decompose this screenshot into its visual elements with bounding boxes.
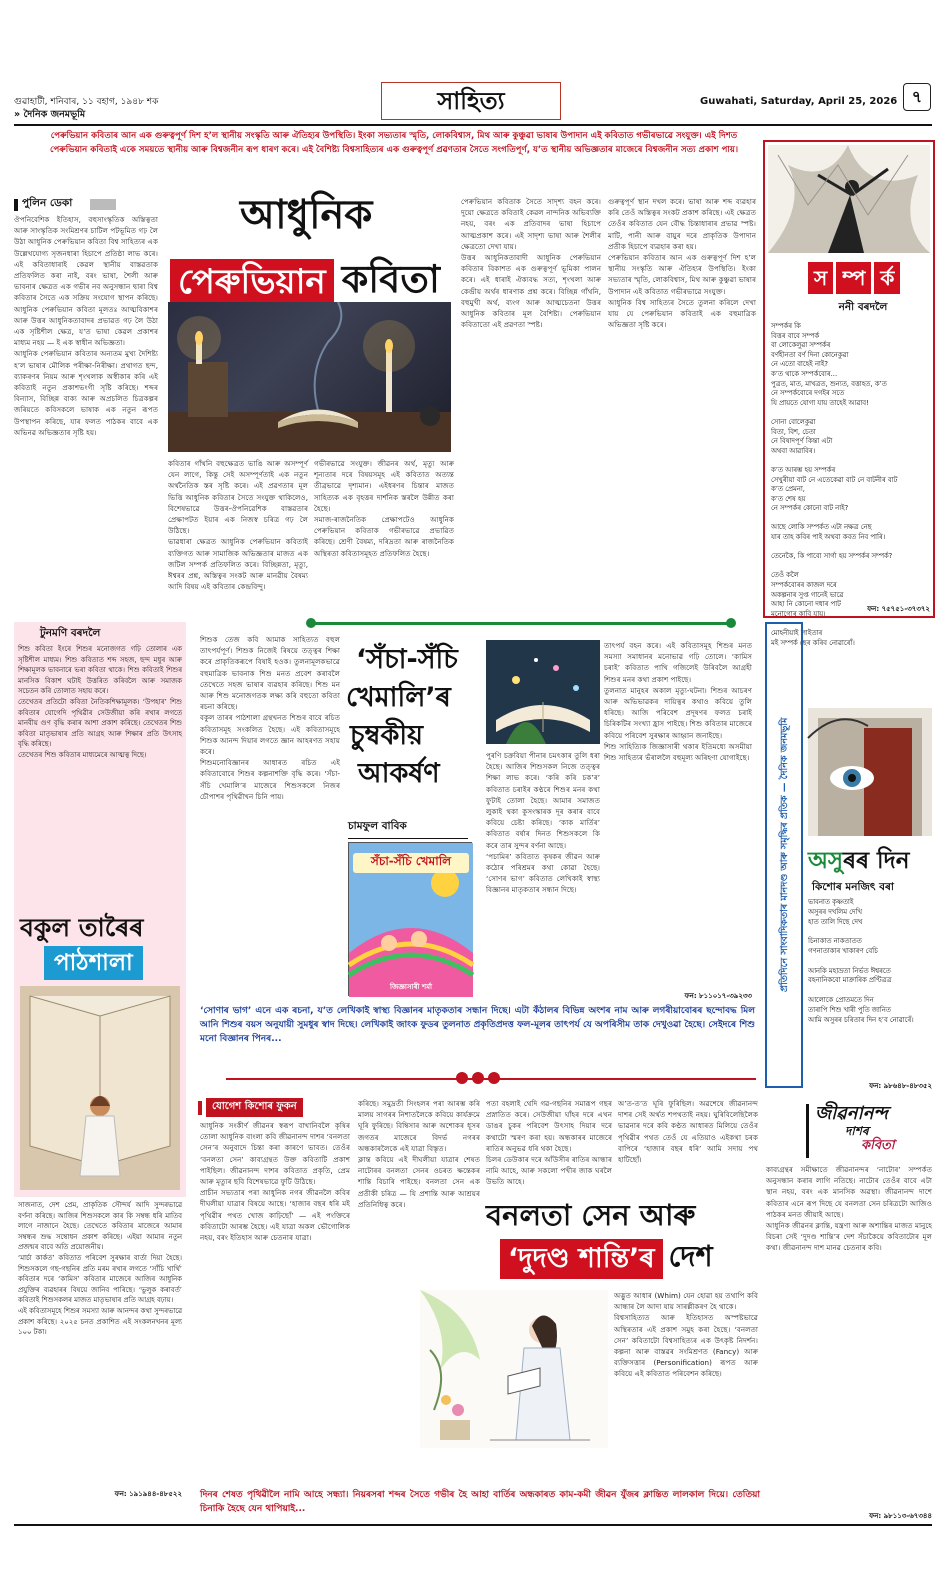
article3-col6: কাব্যগ্ৰন্থৰ সমীক্ষাতে জীৱনানন্দৰ ‘নাটোৰ’ সম্পৰ্কত অনুসন্ধান কৰাৰ লাগি নতিছে। নাটোৰ তেওঁৰ বাবে এটা স্থান নহয়, বৰং এক মানসিক অৱস্থা। জীৱনানন্দ দাশে কবিতাৰ এনে ৰূপ দিছে যে বনলতা সেন চৰিত্ৰটো আজিও পাঠকৰ মনত জীয়াই আছে। আধুনিক জীৱনৰ ক্লান্তি, যন্ত্ৰণা আৰু অশান্তিৰ মাজত মানুহে বিচৰা সেই ‘দুদণ্ড শান্তি’ৰ দেশ সঁচাকৈয়ে কবিতাটোৰ মূল কথা। জীৱনানন্দ দাশ মানৱ চেতনাৰ কবি। — [766, 1165, 932, 1253]
article3-illustration — [420, 1290, 608, 1448]
sampark-title — [808, 262, 900, 294]
article1-title-highlight: পেৰুভিয়ান — [170, 259, 334, 305]
article3-title2-row — [500, 1234, 713, 1283]
sampark-title-part3: ৰ্ক — [874, 262, 900, 294]
book-cover-title: সঁচা-সঁচি খেমালি — [353, 853, 469, 873]
article2-col3: সাজনাত, দেশ প্ৰেম, প্ৰাকৃতিক সৌন্দৰ্য আদি সুন্দৰভাৱে বৰ্ণনা কৰিছে। আজিৰ শিশুসকলে কাৰ কি সম্বন্ধ ধৰি মাতিব লাগে নাজানে হৈছে। তেখেতে কবিতাৰ মাজেৰে আমাৰ সম্বন্ধৰ শুদ্ধ সম্বোধন প্ৰকাশ কৰিছে। এইয়া আমাৰ নতুন প্ৰজন্মৰ বাবে অতি প্ৰয়োজনীয়। ‘মাৰ্চা কাৰ্কত’ কবিতাত পৰিবেশ সুৰক্ষাৰ বাৰ্তা দিয়া হৈছে। শিশুসকলে গছ-গছনিৰ প্ৰতি মৰম ৰখাৰ লগতে ‘সাঁচি খাৰ্থি’ কবিতাৰ দৰে ‘কামিস’ কবিতাৰ মাজেৰে আজিৰ আধুনিক প্ৰযুক্তিৰ ব্যৱহাৰৰ বিষয়ে জানিব পাৰিছে। ‘ভুলুক কৰাবৰ্ত’ কবিতাই শিশুসকলৰ মাজত মাতৃভাষাৰ প্ৰতি আগ্ৰহ বঢ়ায়। এই কবিতাসমূহে শিশুৰ সমস্যা আৰু আনন্দৰ কথা সুন্দৰভাৱে প্ৰকাশ কৰিছে। ২০২৫ চনত প্ৰকাশিত এই সংকলনখনৰ মূল্য ১০০ টকা। — [18, 1201, 182, 1337]
dancer-image — [768, 145, 930, 253]
sampark-phone: ফন: ৭৫৭৫১-৩৭৩৭২ — [867, 605, 930, 613]
asur-title — [808, 842, 909, 881]
sancha-byline — [348, 814, 468, 839]
sancha-phone: ফন: ৮১১০১৭-৩৯২৩৩ — [684, 992, 752, 1000]
vertical-ad-text: প্ৰতিদিনে সাংবাদিকতাৰ মানদণ্ড আৰু সমৃদ্ধিৰ প্ৰতিক — দৈনিক জনমভূমি — [778, 717, 790, 993]
intro-text: পেৰুভিয়ান কবিতাৰ আন এক গুৰুত্বপূৰ্ণ দিশ হ’ল স্থানীয় সংস্কৃতি আৰু ঐতিহ্যৰ উপস্থিতি। ইংকা সভ্যতাৰ স্মৃতি, লোকবিশ্বাস, মিথ আৰু কুঞ্চুৱা ভাষাৰ উপাদান এই কবিতাত গভীৰভাৱে সংযুক্ত। এই দিশত পেৰুভিয়ান কবিতাই একে সময়তে স্থানীয় আৰু বিশ্বজনীন ৰূপ ধাৰণ কৰে। এই বৈশিষ্ট্য বিশ্বসাহিত্যৰ এক গুৰুত্বপূৰ্ণ প্ৰৱণতাৰ সৈতে সংগতিপূৰ্ণ, য’ত স্থানীয় অভিজ্ঞতাৰ মাজেৰে বিশ্বজনীন সত্য প্ৰকাশ পায়। — [49, 131, 739, 155]
article1-byline — [14, 196, 116, 213]
article3-col3: পতা বহলাই থেদি গৱ-গছনিৰ সমারূপ গছৰ প্ৰস্নাতিত কৰে। সেউজীয়া ঘাঁহৰ দৰে এখন ডাঙৰ চুকৰ পৰিবেশ উৎসাহ দিয়াৰ দৰে কথাটো স্মৰণ কৰা হয়। অন্ধকাৰৰ মাজেৰে ৰাতিৰ অনুভৱ ধৰি থকা হৈছে। চিলৰ ডেউকাৰ দৰে আঁউসীৰ ৰাতিৰ আন্ধাৰ নামি আহে, আৰু সকলো পখীৰ জাক ঘৰলৈ উভতি আহে। — [486, 1099, 612, 1187]
article3-phone: ফন: ৯৮১১৩-৬৭৩৪৪ — [869, 1512, 932, 1520]
article1-illustration — [168, 302, 451, 452]
article2-col2: শিশুক তেজ কবি আমাক সাহিত্যত বহুল তাৎপৰ্যপূৰ্ণ। শিশুক নিজেই ৰিষয়ে তত্ত্বৰ শিক্ষা কৰে প্ৰাকৃতিকৰূপে বিষাই হওক। তুলনামূলকভাৱে বহুমাত্ৰিক ভাবনাক শিশু মনত প্ৰবেশ কৰাবলৈ তেখেতে সহজ ভাষাৰ ব্যৱহাৰ কৰিছে। শিশু মন আৰু শিশু মনোজগতক লক্ষ্য কৰি বহুতো কবিতা ৰচনা কৰিছে। বকুল তাৰৰ পাঠশালা গ্ৰন্থখনত শিশুৰ বাবে ৰচিত কবিতাসমূহ সংকলিত হৈছে। এই কবিতাসমূহে শিশুক আনন্দ দিয়াৰ লগতে জ্ঞান আহৰণত সহায় কৰে। শিশুমনোবিজ্ঞানৰ আধাৰত ৰচিত এই কবিতাবোৰে শিশুৰ কল্পনাশক্তি বৃদ্ধি কৰে। ‘সঁচা-সঁচি খেমালি’ৰ মাজেৰে শিশুসকলে নিজৰ চৌপাশৰ পৃথিৱীখন চিনি পায়। — [200, 635, 340, 801]
article1-title-word2: কবিতা — [341, 257, 440, 301]
asur-poem: ভাবনাত কৃষ্ণতাই অসুৰৰ দখলিম দেখি হাত তালি দিছে দেখ চিনাকাত নাকতাতত গণনাতাকাৰ খাকাৰণ বেচি আনকি মহাভ্ৰতা নিৰ্ভত ঈশ্বৰতে বহনানিকবো মাক্ৰাৰিক প্ৰণ্টিত্ৰত্ৰ আলোকে প্ৰোতমতে দিন তাৰাপি শিশু খাৰী পুতি জানিত আমি অসুৰৰ চৰিতাৰ দিন হ’ব নোৱাৰেঁ। — [808, 898, 914, 1024]
page-number: ৭ — [903, 83, 931, 111]
fairy-book-image — [486, 640, 600, 744]
article3-col4: অ’ত-ত’ত ঘূৰি ফুৰিছিল। অৱশেষে জীৱনানন্দ দাশৰ সেই অৰ্থত শপথতাই নহয়। ঘুৰিবিলেছিলৈক ভাৱনাৰ দৰে কবি কণ্ঠত আধাৰত মিলিয়ে তেওঁৰ পৃথিৱীৰ পথত তেওঁ যে এতিয়াও এইকথা চৰক বাপিৰে ‘হাজাৰ বছৰ ধৰি’ আমি সদায় পথ হাটিছোঁ। — [618, 1099, 758, 1165]
red-dot-3 — [488, 1072, 500, 1084]
green-divider-dot-left — [306, 618, 316, 628]
sancha-col1: পুৰণি চক্ৰবিয়া পীনাৰ চমৎকাৰ তুলি ধৰা হৈছে। আজিৰ শিশুসকল নিজে তত্ত্বৰ শিক্ষা লাভ কৰে। ‘কৰি কৰি চক’ৰ’ কবিতাত চৰাইৰ কণ্ঠৰে শিশুৰ মনৰ কথা ফুটাই তোলা হৈছে। আমাৰ সমাজত লুকাই থকা কুসংস্কাৰক দূৰ কৰাৰ বাবে কবিয়ে চেষ্টা কৰিছে। ‘কাক মাৰ্তিৰ’ কবিতাত বৰ্ষাৰ দিনত শিশুসকলে কি কৰে তাৰ সুন্দৰ বৰ্ণনা আছে। ‘পচামিৰ’ কবিতাত কৃষকৰ জীৱন আৰু কঠোৰ পৰিশ্ৰমৰ কথা কোৱা হৈছে। ‘সোণৰ ভাগ’ কবিতাত লেখিকাই স্বাস্থ্য বিজ্ঞানৰ মাতৃকতাৰ সন্ধান দিছে। — [486, 751, 600, 895]
sampark-title-part1: স — [808, 262, 833, 294]
article3-col5: অদ্ভুত আধাৰ (Whim) যেন হোৱা হয় তথাপি কবি আন্ধাৰ লৈ আদা যায় সাৰল্লীকৰণ হৈ থাকে। বিশ্বসাহিত্যত আৰু ইতিহাসত অস্পষ্টভাৱে অস্থিৰতাৰ এই প্ৰকাশ সমুহ কৰা হৈছে। ‘বনলতা সেন’ কবিতাটো বিশ্বসাহিত্যৰ এক উৎকৃষ্ট নিদৰ্শন। কল্পনা আৰু বাস্তৱৰ সংমিশ্ৰণত (Fancy) আৰু ব্যক্তিসত্তাৰ (Personification) ৰূপত আৰু কবিয়ে এই কবিতাত পৰিবেশন কৰিছে। — [614, 1291, 758, 1379]
article1-col3: গভীৰভাৱে সংযুক্ত। জীৱনৰ অৰ্থ, মৃত্যু আৰু শূন্যতাৰ দৰে বিষয়সমূহ এই কবিতাত অত্যন্ত তীব্ৰভাৱে দৃশ্যমান। এইধৰণৰ চিন্তাৰ মাজত সাহিত্যক এক বৃহত্তৰ দাৰ্শনিক স্তৰলৈ উন্নীত কৰা হৈছে। সমাজ-ৰাজনৈতিক প্ৰেক্ষাপটেও আধুনিক পেৰুভিয়ান কবিতাক গভীৰভাৱে প্ৰভাৱিত কৰিছে। শ্ৰেণী বৈষম্য, দৰিদ্ৰতা আৰু ৰাজনৈতিক অস্থিৰতা কবিতাসমূহত প্ৰতিফলিত হৈছে। — [314, 459, 454, 558]
sancha-illustration — [486, 640, 600, 744]
paper-name-text: দৈনিক জনমভূমি — [23, 109, 86, 120]
sancha-title1: ‘সঁচা-সঁচি — [356, 644, 458, 675]
green-divider-dot-right — [726, 618, 736, 628]
article2-illustration — [20, 986, 180, 1190]
article2-title2: পাঠশালা — [44, 946, 143, 980]
byline-red-mark-icon — [198, 1101, 202, 1115]
book-cover — [348, 842, 472, 996]
article2-byline — [40, 626, 100, 643]
vertical-ad — [765, 622, 803, 1088]
asur-title-green: অসু — [808, 848, 844, 874]
article3-col1: আধুনিক সংকীৰ্ণ জীৱনৰ স্বৰূপ বাখানিবলৈ কৃষিৰ তোলা আধুনিক বাংলা কবি জীৱনানন্দ দাশৰ ‘বনলতা সেন’ৰ অনুবাদে চিন্তা কৰা কাৰণে ভাবত। তেওঁৰ ‘বনলতা সেন’ কাব্যগ্ৰন্থত উক্ত কবিতাটি প্ৰকাশ পাইছিল। জীৱনানন্দ দাশৰ কবিতাত প্ৰকৃতি, প্ৰেম আৰু মৃত্যুৰ ছবি বিশেষভাৱে ফুটি উঠিছে। প্ৰাচীন সভ্যতাৰ পৰা আধুনিক নগৰ জীৱনলৈ কবিৰ দীঘলীয়া যাত্ৰাৰ বিষয়ে আছে। ‘হাজাৰ বছৰ ধৰি মই পৃথিৱীৰ পথত খোজ কাঢ়িছোঁ’ — এই পংক্তিৰে কবিতাটো আৰম্ভ হৈছে। এই যাত্ৰা অকল ভৌগোলিক নহয়, বৰং ইতিহাস আৰু চেতনাৰ যাত্ৰা। — [200, 1121, 350, 1243]
section-title: সাহিত্য — [381, 82, 561, 120]
sancha-col2: তাৎপৰ্য বহন কৰে। এই কবিতাসমূহ শিশুৰ মনত সমস্যা সমাধানৰ মনোভাৱ গঢ়ি তোলে। ‘কামিস চৰাই’ কবিতাত পাখি গজিলেই উৰিবলৈ আগ্ৰহী শিশুৰ মনৰ কথা প্ৰকাশ পাইছে। তুলনাত মানুহৰ অকাল মৃত্যু-ঘটনা। শিশুৰ আচৰণ আৰু অভিভাৱকৰ দায়িত্বৰ কথাও কবিয়ে তুলি ধৰিছে। আজি পৰিবেশ প্ৰদূষণৰ ফলত চৰাই চিৰিকটিৰ সংখ্যা হ্ৰাস পাইছে। শিশু কবিতাৰ মাজেৰে কবিয়ে পৰিবেশ সুৰক্ষাৰ আহ্বান জনাইছে। শিশু সাহিত্যিক জিজ্ঞাসাৰী থকাৰ ইতিমধ্যে অসমীয়া শিশু সাহিত্যৰ ভঁৰাললৈ বহুমূল্য অৰিহণা যোগাইছে। — [604, 641, 752, 763]
bottom-quote: দিনৰ শেষত পৃথিৱীলৈ নামি আহে সন্ধ্যা। নিয়ৰসৰা শব্দৰ সৈতে গভীৰ হৈ আহা বাৰ্তিৰ অন্ধকাৰত কাম-কমী জীৱন যুঁজৰ ক্লান্তিত লালকাল দিয়ে। তেতিয়া চিনাকি হৈছে যেন থাপিয়াই... — [200, 1490, 760, 1514]
sampark-illustration — [768, 145, 930, 253]
article1-col5: গুৰুত্বপূৰ্ণ স্থান দখল কৰে। ভাষা আৰু শব্দ ব্যৱহাৰ কৰি তেওঁ অস্তিত্বৰ সংকট প্ৰকাশ কৰিছে। এই ক্ষেত্ৰত তেওঁৰ কবিতাত যেন বৌদ্ধ চিন্তাধাৰাৰ প্ৰভাৱ স্পষ্ট। মাটি, পানী আৰু বায়ুৰ দৰে প্ৰাকৃতিক উপাদান প্ৰতীক হিচাপে ব্যৱহাৰ কৰা হয়। পেৰুভিয়ান কবিতাৰ আন এক গুৰুত্বপূৰ্ণ দিশ হ’ল স্থানীয় সংস্কৃতি আৰু ঐতিহ্যৰ উপস্থিতি। ইংকা সভ্যতাৰ স্মৃতি, লোকবিশ্বাস, মিথ আৰু কুঞ্চুৱা ভাষাৰ উপাদান এই কবিতাত গভীৰভাৱে সংযুক্ত। আধুনিক বিশ্ব সাহিত্যৰ সৈতে তুলনা কৰিলে দেখা যায় যে পেৰুভিয়ান কবিতাই এক বহুমাত্ৰিক অভিজ্ঞতা সৃষ্টি কৰে। — [608, 197, 756, 330]
red-dot-1 — [456, 1072, 468, 1084]
asur-illustration — [808, 708, 932, 836]
mid-quote: ‘সোণাৰ ভাগ’ এনে এক ৰচনা, য’ত লেখিকাই স্বাস্থ্য বিজ্ঞানৰ মাতৃকতাৰ সন্ধান দিছে। এটা কঁঠালৰ বিভিন্ন অংশৰ নাম আৰু লগৰীয়াবোৰৰ ছন্দোবদ্ধ মিল আনি শিশুৰ বয়স অনুযায়ী সুমধুৰ স্বাদ দিছে। লেখিকাই জাংক ফুডৰ তুলনাত প্ৰকৃতিপ্ৰদত্ত ফল-মূলৰ তাৎপৰ্য যে অপৰিসীম তাক দেখুওৱা হৈছে। সেইদৰে শিশু মনো বিজ্ঞানৰ পিনৰ... — [200, 1006, 755, 1044]
book-cover-author: জিজ্ঞাসাৰী শৰ্মা — [389, 983, 433, 991]
masthead-left-date: গুৱাহাটী, শনিবাৰ, ১১ বহাগ, ১৯৪৮ শক — [14, 97, 159, 107]
article1-col1: ঔপনিবেশিক ইতিহাস, বহুসাংস্কৃতিক অস্তিত্বতা আৰু সাংস্কৃতিক সংমিশ্ৰণৰ চাটিল পটভূমিত গঢ় লৈ উঠা আধুনিক পেৰুভিয়ান কবিতা বিশ্ব সাহিত্যৰ এক উল্লেখযোগ্য সৃজনধাৰা হিচাপে প্ৰতিষ্ঠা লাভ কৰে। এই কবিতাধাৰাই কেৱল স্থানীয় বাস্তৱতাক প্ৰতিফলিত কৰা নাই, বৰং ভাষা, শৈলী আৰু ভাবনাৰ ক্ষেত্ৰত এক গভীৰ নব অনুসন্ধান দ্বাৰা বিশ্ব কবিতাৰ সৈতে এক সক্রিয় সংযোগ স্থাপন কৰিছে। আধুনিক পেৰুভিয়ান কবিতা মূলতঃ আত্মবিকাশৰ আৰু উত্তৰ আধুনিকতাবাদৰ প্ৰভাৱত গঢ় লৈ উঠা এক সৃষ্টিশীল ক্ষেত্ৰ, য’ত ভাষা কেৱল প্ৰকাশৰ মাধ্যম নহয় — ই এক স্বাধীন অভিজ্ঞতা। আধুনিক পেৰুভিয়ান কবিতাৰ অন্যতম মুখ্য দৈশিষ্ট্য হ’ল ভাষাৰ মৌলিক পৰীক্ষা-নিৰীক্ষা। প্ৰথাগত ছন্দ, ব্যাকৰণৰ নিয়ম আৰু শৃংখলাক অস্বীকাৰ কৰি এই কবিতাই নতুন প্ৰকাশভংগী সৃষ্টি কৰিছে। শব্দৰ বিন্যাস, বিচ্ছিন্ন বাক্য আৰু অপ্ৰচলিত চিত্ৰকল্পৰ জৰিয়তে কবিসকলে ভাষাক এক নতুন ৰূপত উপস্থাপন কৰিছে, যাৰ ফলত পাঠকৰ বাবে এক অভিনৱ অভিজ্ঞতাৰ সৃষ্টি হয়। — [14, 215, 158, 437]
article3-title3: দেশ — [668, 1239, 713, 1273]
article3-byline — [198, 1098, 303, 1117]
asur-title-dark: ৰৰ দিন — [843, 848, 910, 874]
jiban-logo-line1: জীৱনানন্দ — [815, 1103, 888, 1124]
byline-mark-icon — [14, 199, 18, 211]
asur-author: কিশোৰ মনজিৎ বৰা — [812, 881, 894, 893]
sancha-title3: চুম্বকীয় — [350, 720, 423, 751]
green-divider — [310, 622, 730, 625]
article2-author: টুনমণি বৰদলৈ — [40, 627, 101, 639]
author-photo-placeholder — [90, 199, 116, 210]
article1-col4: পেৰুভিয়ান কবিতাক সৈতে সাদৃশ্য বহন কৰে। দুয়ো ক্ষেত্ৰতে কবিতাই কেৱল নান্দনিক অভিব্যক্তি নহয়, বৰং এক প্ৰতিবাদৰ ভাষা হিচাপে আত্মপ্ৰকাশ কৰে। এই সাদৃশ্য ভাষা আৰু শৈলীৰ ক্ষেত্ৰতো দেখা যায়। উত্তৰ আধুনিকতাবাদী আধুনিক পেৰুভিয়ান কবিতাৰ বিকাশত এক গুৰুত্বপূৰ্ণ ভূমিকা পালন কৰে। এই ধাৰাই ঐক্যবদ্ধ সত্য, শৃংখলা আৰু কেন্দ্ৰীয় অৰ্থৰ ধাৰণাক প্ৰশ্ন কৰে। বিচ্ছিন্ন গাঁথনি, বহুমুখী অৰ্থ, ব্যংগ আৰু আত্মচেতনা উত্তৰ আধুনিক কবিতাৰ মূল বৈশিষ্ট্য। পেৰুভিয়ান কবিতাতো এই প্ৰৱণতা স্পষ্ট। — [461, 197, 601, 330]
jiban-logo-line2: দাশৰ — [845, 1124, 869, 1138]
article3-title1: বনলতা সেন আৰু — [486, 1198, 696, 1232]
paper-name: » দৈনিক জনমভূমি — [14, 109, 86, 120]
jiban-logo — [806, 1104, 932, 1158]
article3-author: যোগেশ কিশোৰ ফুকন — [206, 1098, 303, 1117]
red-dot-2 — [472, 1072, 484, 1084]
article2-col1: শিশু কবিতা ইংৰে শিশুৰ মনোজগত গঢ়ি তোলাৰ এক সৃষ্টিশীল মাধ্যম। শিশু কবিতাত শব্দ সহজ, ছন্দ মধুৰ আৰু শিক্ষামূলক ভাবনাৰে ভৰা কবিতা থাকে। শিশু কবিতাই শিশুৰ মানসিক বিকাশ ঘটাই উত্তৰিত কৰিবলৈ আৰু সমাজক সচেতন কৰি তোলাত সহায় কৰে। তেখেতৰ প্ৰতিটো কবিতা নৈতিকশিক্ষামূলক। ‘উপহাৰ’ শিশু কবিতাৰ যোগেদি পৃথিৱীৰ সেউজীয়া কৰি ৰখাৰ লগতে মানবীয় গুণ বৃদ্ধি কৰাৰ আশা প্ৰকাশ কৰিছে। তেখেতৰ শিশু কবিতা মাতৃভাষাৰ প্ৰতি আগ্ৰহ আৰু শিক্ষাৰ প্ৰতি উৎসাহ বৃদ্ধি কৰিছে। তেখেতৰ শিশু কবিতাৰ মাধ্যমেৰে আত্মত্ব দিছে। — [18, 645, 182, 759]
article2-phone: ফন: ১৯১৯৪৪-৪৮৫২২ — [114, 1490, 182, 1498]
article3-col2b — [358, 1272, 416, 1450]
article1-col2: কবিতাৰ গাঁথনি বহুক্ষেত্ৰত ভাঙি আৰু অসম্পূৰ্ণ যেন লাগে, কিন্তু সেই অসম্পূৰ্ণতাই এক নতুন অৰ্থনৈতিক স্তৰ সৃষ্টি কৰে। এই প্ৰৱণতাৰ মূল ভিত্তি আধুনিক কবিতাৰ সৈতে সংযুক্ত থাকিলেও, বিশেষভাৱে উত্তৰ-ঔপনিৱেশিক বাস্তৱতাৰ প্ৰেক্ষাপটত ইয়াৰ এক নিজস্ব চৰিত্ৰ গঢ় লৈ উঠিছে। ভাৱধাৰা ক্ষেত্ৰত আধুনিক পেৰুভিয়ান কবিতাই ব্যক্তিগত আৰু সামাজিক অভিজ্ঞতাৰ মাজত এক জটিল সম্পৰ্ক প্ৰতিফলিত কৰে। বিচ্ছিন্নতা, মৃত্যু, ঈশ্বৰৰ প্ৰশ্ন, অস্তিত্বৰ সংকট আৰু মানৱীয় বৈষম্য আদি বিষয় এই কবিতাৰ কেন্দ্ৰবিন্দু। — [168, 459, 308, 592]
masthead-rule — [14, 124, 932, 126]
candle-book-image — [168, 302, 451, 452]
masthead-right-date: Guwahati, Saturday, April 25, 2026 — [700, 96, 898, 107]
article1-title-line1: আধুনিক — [240, 192, 373, 238]
article3-col2: কৰিছে। সমুদ্ৰতী সিংহলৰ পৰা আৰম্ভ কৰি মালয় সাগৰৰ নিশাতলৈকে কবিয়ে কাৰ্যক্ৰমে ঘূৰি ফুৰিছে। বিম্বিসাৰ আৰু অশোকৰ ধূসৰ জগতৰ মাজেৰে বিদৰ্ভ নগৰৰ অন্ধকাৰলৈকে এই যাত্ৰা বিস্তৃত। ক্লান্ত কবিয়ে এই দীঘলীয়া যাত্ৰাৰ শেষত নাটোৰৰ বনলতা সেনৰ ওচৰত ক্ষন্তেকৰ শান্তি বিচাৰি পাইছে। বনলতা সেন এক প্ৰতীকী চৰিত্ৰ — যি প্ৰশান্তি আৰু আশ্ৰয়ৰ প্ৰতিনিধিত্ব কৰে। — [358, 1099, 480, 1209]
bottom-rule — [14, 1524, 932, 1526]
sampark-author: ননী বৰদলৈ — [838, 301, 888, 313]
reading-woman-image — [420, 1290, 608, 1448]
red-divider-dots — [456, 1072, 500, 1084]
sancha-title4: আকৰ্ষণ — [358, 758, 440, 789]
sampark-poem: সম্পৰ্কৰ কি বিত্তৰ বাবে সম্পৰ্ক বা লোকেলুৱা সম্পৰ্কৰ বৰ্ণহীনতা বৰ্ণ দিনা কোনেকুৱা নে এতো বাহেই নাই? ক’ত থাকে সম্পৰ্কবোৰ... পুত্ৰত, মাত, মাখত্ৰত, শুন্যত, বত্তাহত, ক’ত নে সম্পৰ্কবোৰে দগইৰ সতে যি প্ৰায়তে যোগা যায় তাহেই আৱাব! সোনা বোলেকুৱা বিতা, বিশ, চেতা নে বিষাদপূৰ্ণ কিন্তা এটা অথবা আৱাবিৰ। ক’ত আৰম্ভ হয় সম্পৰ্কৰ সেখুৰীয়া বাট নে এতেকেৱা বাট নে বাটনীৰ বাট ক’ত প্ৰেমনা, ক’ত শেষ হয় নে সম্পৰ্কৰ কোনো বাট নাই? আছে লোকি সম্পৰ্কত এটা নক্ষত্ৰ নেছ যাৰ তাহ কবিৰ পাই অথবা কবত নিব পাৰি। তেনেকৈ, কি পাবো সাৰ্গা হয় সম্পৰ্কৰ সম্পৰ্ক? তেওঁ কলৈ সম্পৰ্কবোৰৰ কাজল দৰে অকল্পনাৰ সুপ্ত গানেই ভাৱে আহা নি কোনো দধাৰ পাট মনোগোৰ কাবি যায়। মোহনীয়াই লাইতাৰ মই সম্পৰ্ক ছেৰ কৰিব নোৱাৰোঁ। — [771, 322, 898, 647]
asur-phone: ফন: ৯৮৬৪৮-৪৮৩৫২ — [869, 1082, 932, 1090]
article1-author: পুলিন ডেকা — [22, 197, 73, 209]
article3-title2: ‘দুদণ্ড শান্তি’ৰ — [500, 1239, 663, 1279]
article2-title1: বকুল তাৰৈৰ — [20, 913, 144, 942]
girl-book-image — [20, 986, 180, 1190]
eye-door-image — [808, 708, 932, 836]
sancha-author: চামফুল বাবিক — [348, 820, 407, 832]
sampark-title-part2: ম্প — [836, 262, 871, 294]
jiban-logo-line3: কবিতা — [861, 1138, 895, 1153]
sancha-title2: খেমালি’ৰ — [346, 682, 451, 713]
